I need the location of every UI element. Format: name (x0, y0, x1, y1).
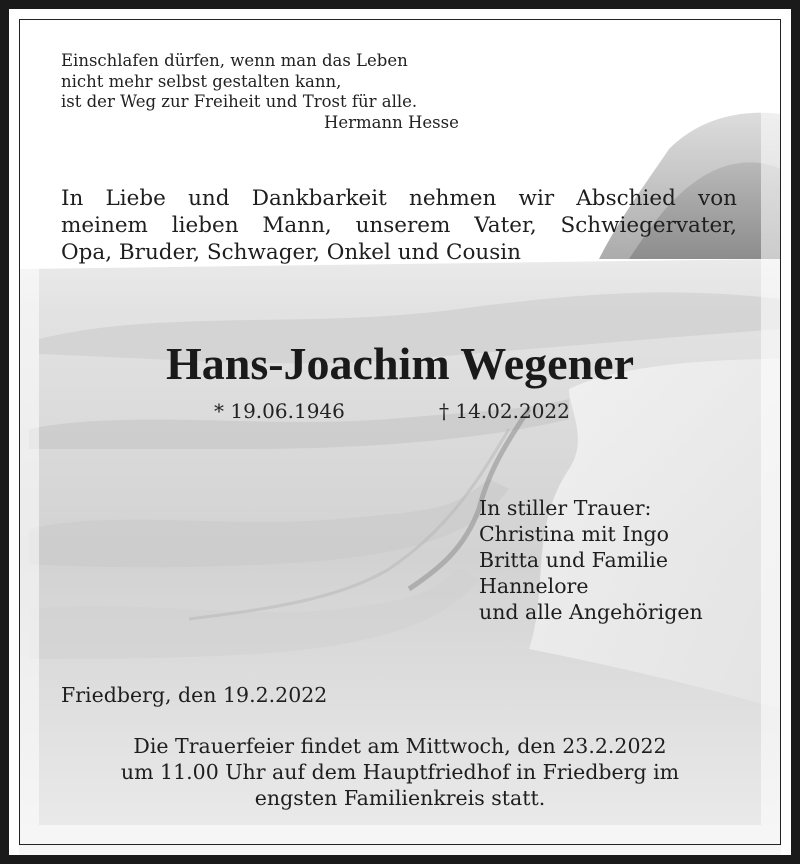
farewell-line: Opa, Bruder, Schwager, Onkel und Cousin (61, 240, 522, 265)
farewell-text (61, 185, 737, 266)
mourners-heading: In stiller Trauer: (479, 496, 652, 520)
birth-date: * 19.06.1946 (214, 399, 345, 423)
mourner-name: und alle Angehörigen (479, 600, 703, 624)
farewell-line: In Liebe und Dankbarkeit nehmen wir Abschied von (61, 186, 737, 211)
notice-border (19, 19, 781, 845)
mourner-name: Hannelore (479, 574, 589, 598)
mourner-name: Christina mit Ingo (479, 522, 670, 546)
funeral-line: um 11.00 Uhr auf dem Hauptfriedhof in Friedberg im (120, 760, 680, 784)
place-and-date: Friedberg, den 19.2.2022 (61, 683, 328, 707)
mourner-name: Britta und Familie (479, 548, 668, 572)
quote-line: ist der Weg zur Freiheit und Trost für alle. (61, 92, 418, 111)
funeral-line: engsten Familienkreis statt. (254, 786, 546, 810)
quote-line: nicht mehr selbst gestalten kann, (61, 71, 342, 91)
farewell-line: meinem lieben Mann, unserem Vater, Schwiegervater, (61, 213, 737, 238)
death-date: † 14.02.2022 (439, 399, 570, 423)
quote-author: Hermann Hesse (324, 113, 459, 132)
quote-text (61, 51, 417, 113)
obituary-notice (9, 9, 791, 855)
quote-line: Einschlafen dürfen, wenn man das Leben (61, 51, 408, 70)
funeral-line: Die Trauerfeier findet am Mittwoch, den 23.2.2022 (133, 734, 667, 758)
deceased-name: Hans-Joachim Wegener (165, 338, 635, 389)
funeral-info (9, 733, 791, 811)
mourners-list (479, 495, 703, 625)
